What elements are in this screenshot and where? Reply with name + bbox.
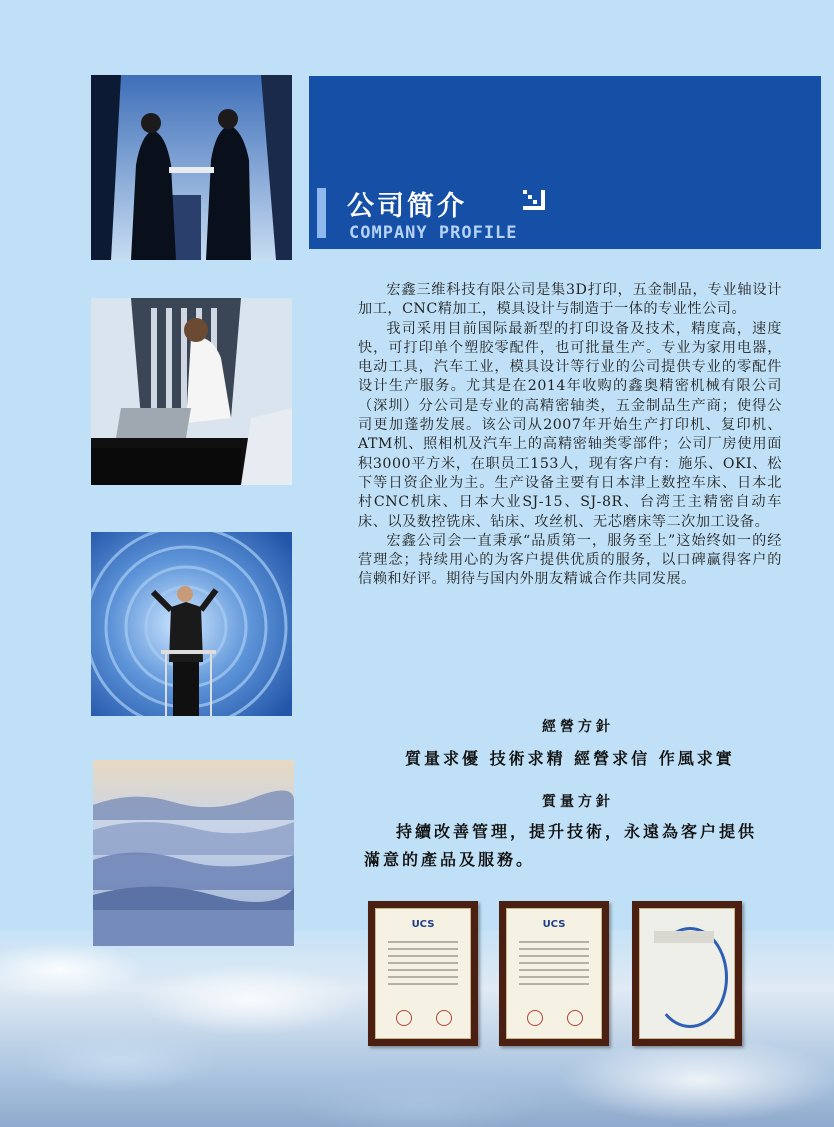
handshake-photo (91, 75, 292, 260)
celebrating-man-photo (91, 532, 292, 716)
company-profile-banner (309, 76, 821, 249)
business-policy-text: 質量求優 技術求精 經營求信 作風求實 (405, 749, 735, 768)
banner-title-cn: 公司简介 (347, 191, 467, 222)
seal-icon (567, 1010, 583, 1026)
intro-paragraph: 我司采用目前国际最新型的打印设备及技术，精度高，速度快，可打印单个塑胶零配件，也可批量生产。专业为家用电器，电动工具，汽车工业，模具设计等行业的公司提供专业的零配件设计生产服务。尤其是在2014年收购的鑫奥精密机械有限公司（深圳）分公司是专业的高精密轴类，五金制品生产商；使得公司更加蓬勃发展。该公司从2007年开始生产打印机、复印机、ATM机、照相机及汽车上的高精密轴类零部件；公司厂房使用面积3000平方米，在职员工153人，现有客户有：施乐、OKI、松下等日资企业为主。生产设备主要有日本津上数控车床、日本北村CNC机床、日本大业SJ-15、SJ-8R、台湾王主精密自动车床、以及数控铣床、钻床、攻丝机、无芯磨床等二次加工设备。 (358, 320, 782, 530)
banner-accent-bar (317, 188, 326, 238)
company-intro (358, 281, 782, 590)
certificate-frame (499, 901, 609, 1046)
corner-arrow-icon (521, 188, 547, 212)
mountains-photo (93, 760, 294, 946)
certificate-paper (375, 908, 471, 1039)
certificate-frame (368, 901, 478, 1046)
quality-policy-text: 持續改善管理，提升技術，永遠為客户提供滿意的產品及服務。 (364, 822, 758, 869)
certificate-logo: UCS (411, 919, 435, 930)
laptop-man-photo (91, 298, 292, 485)
seal-icon (436, 1010, 452, 1026)
intro-paragraph: 宏鑫三维科技有限公司是集3D打印，五金制品，专业轴设计加工，CNC精加工，模具设计与制造于一体的专业性公司。 (358, 282, 782, 318)
business-policy-title: 經營方針 (542, 719, 614, 735)
certificate-paper (506, 908, 602, 1039)
certificate-logo: UCS (542, 919, 566, 930)
seal-icon (396, 1010, 412, 1026)
certificate-frame (632, 901, 742, 1046)
intro-paragraph: 宏鑫公司会一直秉承“品质第一，服务至上”这始终如一的经营理念；持续用心的为客户提供优质的服务，以口碑赢得客户的信赖和好评。期待与国内外朋友精诚合作共同发展。 (358, 532, 782, 588)
quality-policy-title: 質量方針 (542, 794, 614, 810)
certificate-tag (654, 931, 714, 943)
certificate-paper (639, 908, 735, 1039)
seal-icon (527, 1010, 543, 1026)
banner-title-en: COMPANY PROFILE (349, 223, 518, 243)
